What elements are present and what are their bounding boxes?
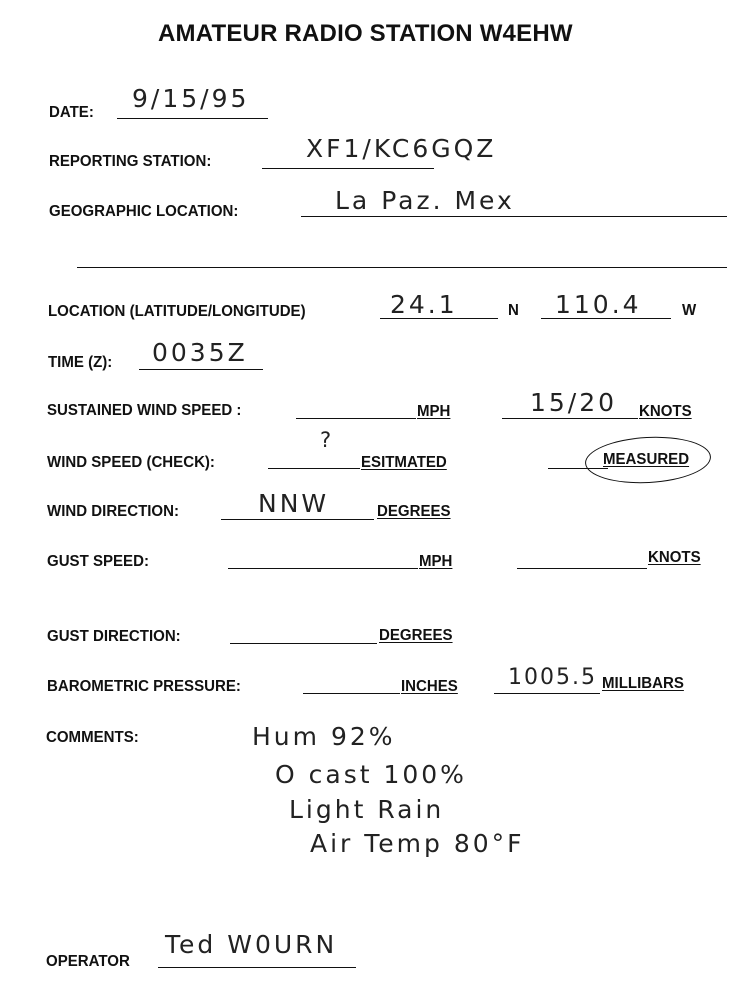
estimated-option: ESITMATED xyxy=(361,454,447,471)
sustained-wind-label: SUSTAINED WIND SPEED : xyxy=(47,402,242,419)
wind-check-label: WIND SPEED (CHECK): xyxy=(47,454,215,471)
comment-line-2: O cast 100% xyxy=(275,760,467,789)
time-label: TIME (Z): xyxy=(48,354,113,371)
operator-signature: Ted W0URN xyxy=(165,930,338,959)
operator-label: OPERATOR xyxy=(46,953,130,970)
sustained-mph-unit: MPH xyxy=(417,403,451,420)
comment-line-4: Air Temp 80°F xyxy=(310,829,525,858)
operator-line xyxy=(158,967,356,968)
n-label: N xyxy=(508,302,519,319)
barometric-label: BAROMETRIC PRESSURE: xyxy=(47,678,241,695)
time-line xyxy=(139,369,263,370)
reporting-station-line xyxy=(262,168,434,169)
wind-direction-label: WIND DIRECTION: xyxy=(47,503,180,520)
geographic-location-value: La Paz. Mex xyxy=(335,186,515,215)
barometric-inches-line xyxy=(303,693,400,694)
reporting-station-value: XF1/KC6GQZ xyxy=(306,134,497,163)
geographic-location-line xyxy=(301,216,727,217)
gust-direction-label: GUST DIRECTION: xyxy=(47,628,181,645)
estimated-check-line xyxy=(268,468,360,469)
measured-circle-mark xyxy=(584,434,712,487)
gust-direction-line xyxy=(230,643,377,644)
measured-option: MEASURED xyxy=(603,451,690,468)
geographic-location-line-2 xyxy=(77,267,727,268)
wind-direction-unit: DEGREES xyxy=(377,503,451,520)
gust-speed-label: GUST SPEED: xyxy=(47,553,149,570)
latlon-label: LOCATION (LATITUDE/LONGITUDE) xyxy=(48,303,306,320)
w-label: W xyxy=(682,302,697,319)
time-value: 0035Z xyxy=(152,338,248,367)
geographic-location-label: GEOGRAPHIC LOCATION: xyxy=(49,203,239,220)
barometric-inches-unit: INCHES xyxy=(401,678,458,695)
sustained-knots-unit: KNOTS xyxy=(639,403,692,420)
estimated-check-mark: ? xyxy=(320,428,335,452)
comments-label: COMMENTS: xyxy=(46,729,139,746)
gust-mph-unit: MPH xyxy=(419,553,453,570)
gust-direction-unit: DEGREES xyxy=(379,627,453,644)
sustained-knots-line xyxy=(502,418,638,419)
barometric-millibars-unit: MILLIBARS xyxy=(602,675,684,692)
gust-knots-line xyxy=(517,568,647,569)
latitude-value: 24.1 xyxy=(390,290,458,319)
date-label: DATE: xyxy=(49,104,94,121)
wind-direction-line xyxy=(221,519,374,520)
date-line xyxy=(117,118,268,119)
wind-direction-value: NNW xyxy=(258,489,330,518)
barometric-millibars-line xyxy=(494,693,600,694)
comment-line-3: Light Rain xyxy=(289,795,445,824)
sustained-mph-line xyxy=(296,418,416,419)
comment-line-1: Hum 92% xyxy=(252,722,396,751)
reporting-station-label: REPORTING STATION: xyxy=(49,153,212,170)
barometric-millibars-value: 1005.5 xyxy=(508,665,597,690)
sustained-knots-value: 15/20 xyxy=(530,388,618,417)
form-title: AMATEUR RADIO STATION W4EHW xyxy=(158,20,573,47)
longitude-value: 110.4 xyxy=(555,290,642,319)
gust-knots-unit: KNOTS xyxy=(648,549,701,566)
date-value: 9/15/95 xyxy=(132,84,250,113)
gust-mph-line xyxy=(228,568,418,569)
